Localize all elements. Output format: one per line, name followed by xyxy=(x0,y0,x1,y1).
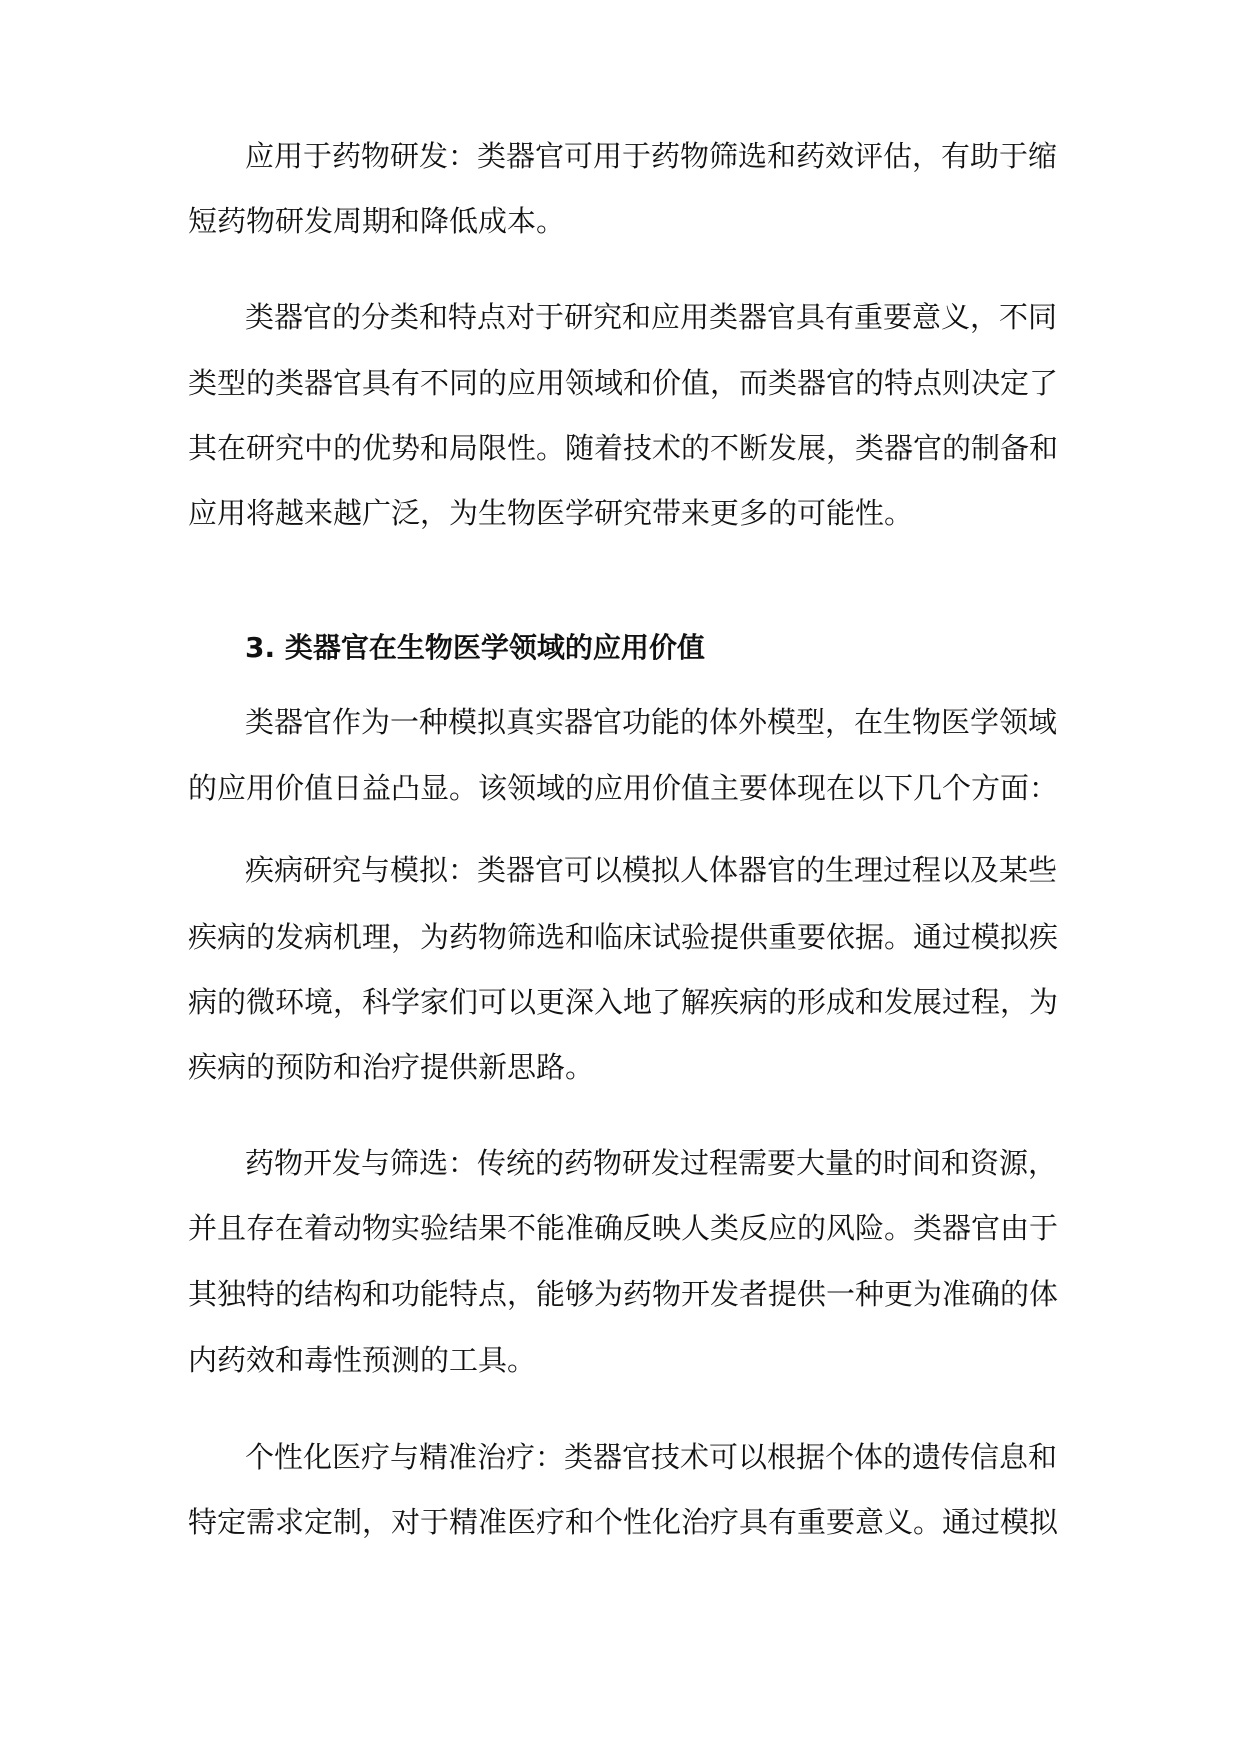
paragraph-line: 其独特的结构和功能特点，能够为药物开发者提供一种更为准确的体 xyxy=(188,1277,1059,1311)
paragraph-line: 个性化医疗与精准治疗：类器官技术可以根据个体的遗传信息和 xyxy=(245,1440,1058,1474)
paragraph-line: 疾病的发病机理，为药物筛选和临床试验提供重要依据。通过模拟疾 xyxy=(188,920,1059,954)
paragraph-line: 类器官的分类和特点对于研究和应用类器官具有重要意义，不同 xyxy=(245,300,1058,334)
paragraph-line: 应用将越来越广泛，为生物医学研究带来更多的可能性。 xyxy=(188,496,914,530)
paragraph-line: 短药物研发周期和降低成本。 xyxy=(188,204,566,238)
paragraph-line: 疾病的预防和治疗提供新思路。 xyxy=(188,1050,595,1084)
paragraph-line: 药物开发与筛选：传统的药物研发过程需要大量的时间和资源， xyxy=(245,1146,1058,1180)
paragraph-line: 特定需求定制，对于精准医疗和个性化治疗具有重要意义。通过模拟 xyxy=(188,1505,1059,1539)
paragraph-line: 并且存在着动物实验结果不能准确反映人类反应的风险。类器官由于 xyxy=(188,1211,1059,1245)
paragraph-line: 类型的类器官具有不同的应用领域和价值，而类器官的特点则决定了 xyxy=(188,366,1059,400)
paragraph-line: 病的微环境，科学家们可以更深入地了解疾病的形成和发展过程，为 xyxy=(188,985,1059,1019)
paragraph-line: 的应用价值日益凸显。该领域的应用价值主要体现在以下几个方面： xyxy=(188,771,1059,805)
paragraph-line: 内药效和毒性预测的工具。 xyxy=(188,1343,537,1377)
paragraph-line: 疾病研究与模拟：类器官可以模拟人体器官的生理过程以及某些 xyxy=(245,853,1058,887)
section-heading: 3. 类器官在生物医学领域的应用价值 xyxy=(245,631,705,664)
paragraph-line: 应用于药物研发：类器官可用于药物筛选和药效评估，有助于缩 xyxy=(245,139,1058,173)
paragraph-line: 类器官作为一种模拟真实器官功能的体外模型，在生物医学领域 xyxy=(245,705,1058,739)
paragraph-line: 其在研究中的优势和局限性。随着技术的不断发展，类器官的制备和 xyxy=(188,431,1059,465)
